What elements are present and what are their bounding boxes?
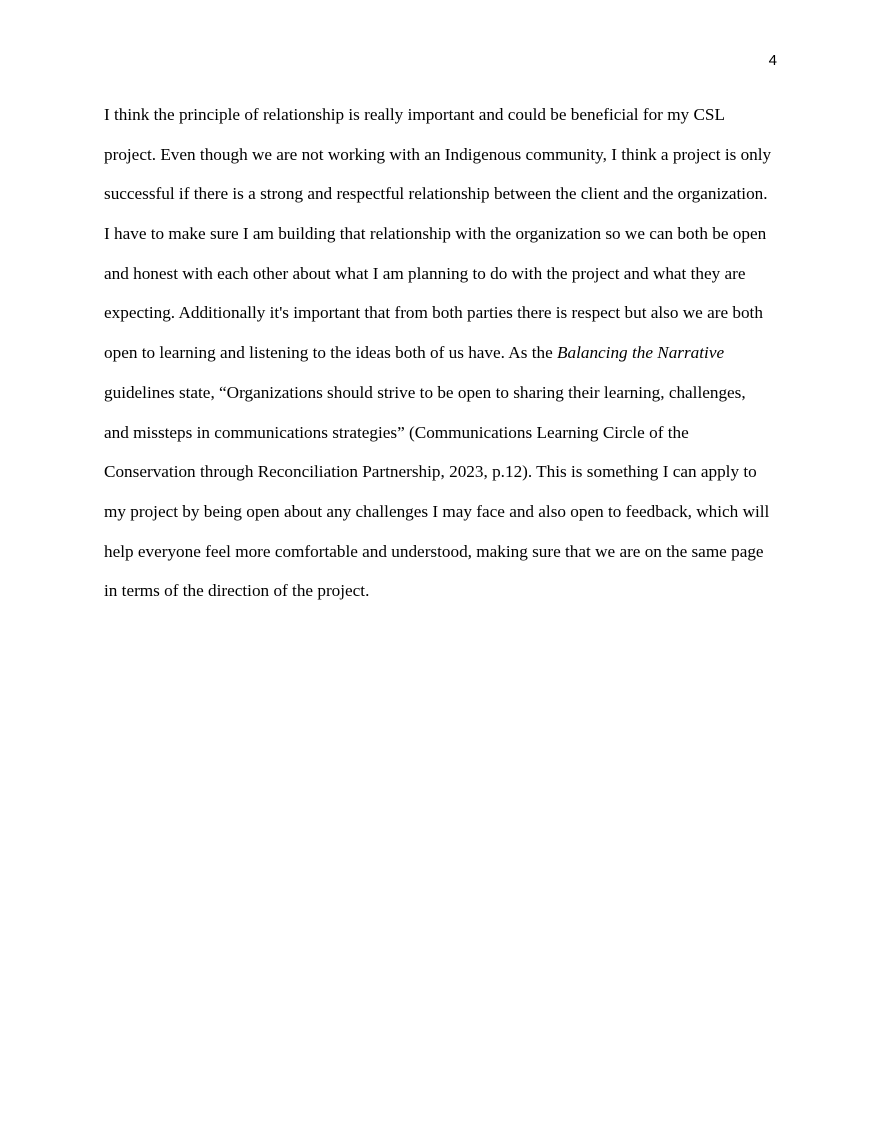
line-text: and missteps in communications strategies” (Communications Learning Circle of the	[104, 422, 689, 442]
text-line	[104, 458, 794, 498]
line-text: and honest with each other about what I am planning to do with the project and what they are	[104, 263, 746, 283]
text-line	[104, 577, 794, 617]
text-line	[104, 141, 794, 181]
text-line	[104, 339, 794, 379]
line-text: in terms of the direction of the project.	[104, 581, 370, 601]
text-line	[104, 379, 794, 419]
line-text: I think the principle of relationship is really important and could be beneficial for my CSL	[104, 105, 725, 124]
text-line	[104, 538, 794, 578]
line-text: my project by being open about any challenges I may face and also open to feedback, which will	[104, 501, 770, 521]
text-line	[104, 260, 794, 300]
text-line	[104, 101, 794, 141]
line-text: help everyone feel more comfortable and understood, making sure that we are on the same page	[104, 541, 764, 561]
page-number: 4	[768, 52, 777, 69]
body-paragraph	[104, 101, 794, 617]
text-line	[104, 180, 794, 220]
text-line	[104, 419, 794, 459]
text-line	[104, 220, 794, 260]
line-text: Conservation through Reconciliation Partnership, 2023, p.12). This is something I can apply to	[104, 462, 757, 482]
text-line	[104, 498, 794, 538]
line-text: guidelines state, “Organizations should strive to be open to sharing their learning, challenges,	[104, 382, 746, 402]
line-text: expecting. Additionally it's important that from both parties there is respect but also we are both	[104, 303, 763, 323]
text-line	[104, 299, 794, 339]
line-text: successful if there is a strong and respectful relationship between the client and the organization.	[104, 184, 768, 204]
line-text: I have to make sure I am building that relationship with the organization so we can both be open	[104, 224, 767, 244]
line-text: open to learning and listening to the ideas both of us have. As the	[104, 343, 557, 363]
line-text: project. Even though we are not working with an Indigenous community, I think a project is only	[104, 144, 772, 164]
italic-title: Balancing the Narrative	[557, 343, 725, 363]
